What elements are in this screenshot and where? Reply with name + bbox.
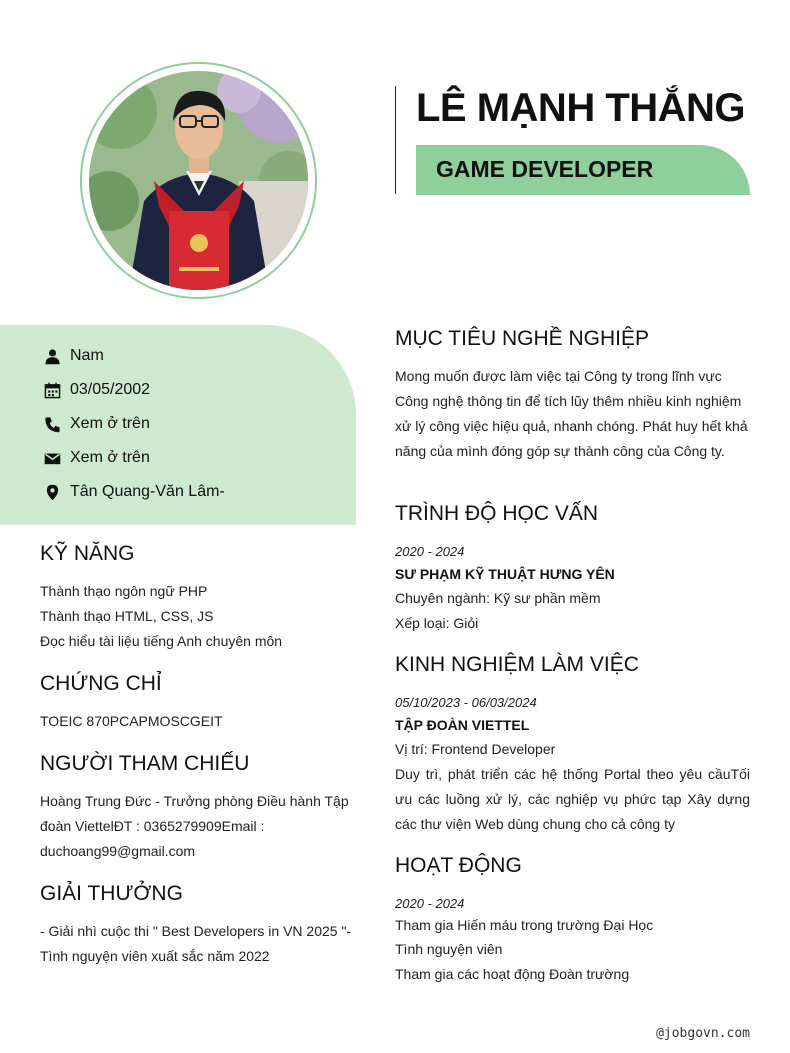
reference-line: duchoang99@gmail.com xyxy=(40,843,196,859)
objective-line: năng của mình đóng góp sự thành công của Công ty. xyxy=(395,443,725,459)
reference-line: đoàn ViettelĐT : 0365279909Email : xyxy=(40,818,265,834)
experience-line: các thư viện Web dùng chung cho cả công ty xyxy=(395,816,675,832)
person-icon xyxy=(44,348,61,365)
skill-item: Thành thạo HTML, CSS, JS xyxy=(40,608,214,624)
contact-gender xyxy=(44,344,104,368)
skill-item: Đọc hiểu tài liệu tiếng Anh chuyên môn xyxy=(40,633,283,649)
contact-birthday-text: 03/05/2002 xyxy=(70,381,151,398)
contact-phone xyxy=(44,412,150,436)
education-grade: Xếp loại: Giỏi xyxy=(395,615,479,631)
experience-line: Duy trì, phát triển các hệ thống Portal theo yêu cầuTối xyxy=(395,766,750,782)
award-line: - Giải nhì cuộc thi " Best Developers in VN 2025 "- xyxy=(40,923,352,939)
objective-line: xử lý công việc hiệu quả, nhanh chóng. Phát huy hết khả xyxy=(395,418,748,434)
references-heading: NGƯỜI THAM CHIẾU xyxy=(40,752,250,775)
location-pin-icon xyxy=(44,484,61,501)
contact-gender-text: Nam xyxy=(70,347,104,364)
skills-heading: KỸ NĂNG xyxy=(40,542,135,565)
candidate-name: LÊ MẠNH THẮNG xyxy=(416,86,746,130)
education-heading: TRÌNH ĐỘ HỌC VẤN xyxy=(395,502,599,525)
contact-phone-text: Xem ở trên xyxy=(70,415,150,432)
experience-period: 05/10/2023 - 06/03/2024 xyxy=(395,695,537,710)
mail-icon xyxy=(44,450,61,467)
certificates-text: TOEIC 870PCAPMOSCGEIT xyxy=(40,713,223,729)
objective-line: Mong muốn được làm việc tại Công ty trong lĩnh vực xyxy=(395,368,722,384)
contact-birthday xyxy=(44,378,150,402)
contact-address xyxy=(44,480,225,504)
education-period: 2020 - 2024 xyxy=(395,544,465,559)
job-title: GAME DEVELOPER xyxy=(436,156,654,182)
awards-heading: GIẢI THƯỞNG xyxy=(40,882,183,905)
phone-icon xyxy=(44,416,61,433)
activity-item: Tham gia Hiến máu trong trường Đại Học xyxy=(395,917,654,933)
contact-address-text: Tân Quang-Văn Lâm- xyxy=(70,483,225,500)
objective-line: Công nghệ thông tin để tích lũy thêm nhiều kinh nghiệm xyxy=(395,393,742,409)
certificates-heading: CHỨNG CHỈ xyxy=(40,672,162,695)
objective-heading: MỤC TIÊU NGHỀ NGHIỆP xyxy=(395,327,649,350)
experience-position: Vị trí: Frontend Developer xyxy=(395,741,556,757)
footer-watermark: @jobgovn.com xyxy=(656,1026,750,1041)
reference-line: Hoàng Trung Đức - Trưởng phòng Điều hành Tập xyxy=(40,793,349,809)
experience-line: ưu các luồng xử lý, các nghiệp vụ phức tạp Xây dựng xyxy=(395,791,750,807)
contact-email-text: Xem ở trên xyxy=(70,449,150,466)
calendar-icon xyxy=(44,382,61,399)
education-major: Chuyên ngành: Kỹ sư phần mềm xyxy=(395,590,601,606)
experience-heading: KINH NGHIỆM LÀM VIỆC xyxy=(395,653,639,676)
activities-heading: HOẠT ĐỘNG xyxy=(395,854,522,877)
contact-email xyxy=(44,446,150,470)
award-line: Tình nguyện viên xuất sắc năm 2022 xyxy=(40,948,270,964)
avatar xyxy=(89,71,308,290)
skill-item: Thành thạo ngôn ngữ PHP xyxy=(40,583,208,599)
header-divider xyxy=(395,86,396,194)
activity-item: Tham gia các hoạt động Đoàn trường xyxy=(395,966,630,982)
activity-item: Tình nguyện viên xyxy=(395,941,503,957)
experience-company: TẬP ĐOÀN VIETTEL xyxy=(395,717,530,733)
education-school: SƯ PHẠM KỸ THUẬT HƯNG YÊN xyxy=(395,566,615,582)
activities-period: 2020 - 2024 xyxy=(395,896,465,911)
